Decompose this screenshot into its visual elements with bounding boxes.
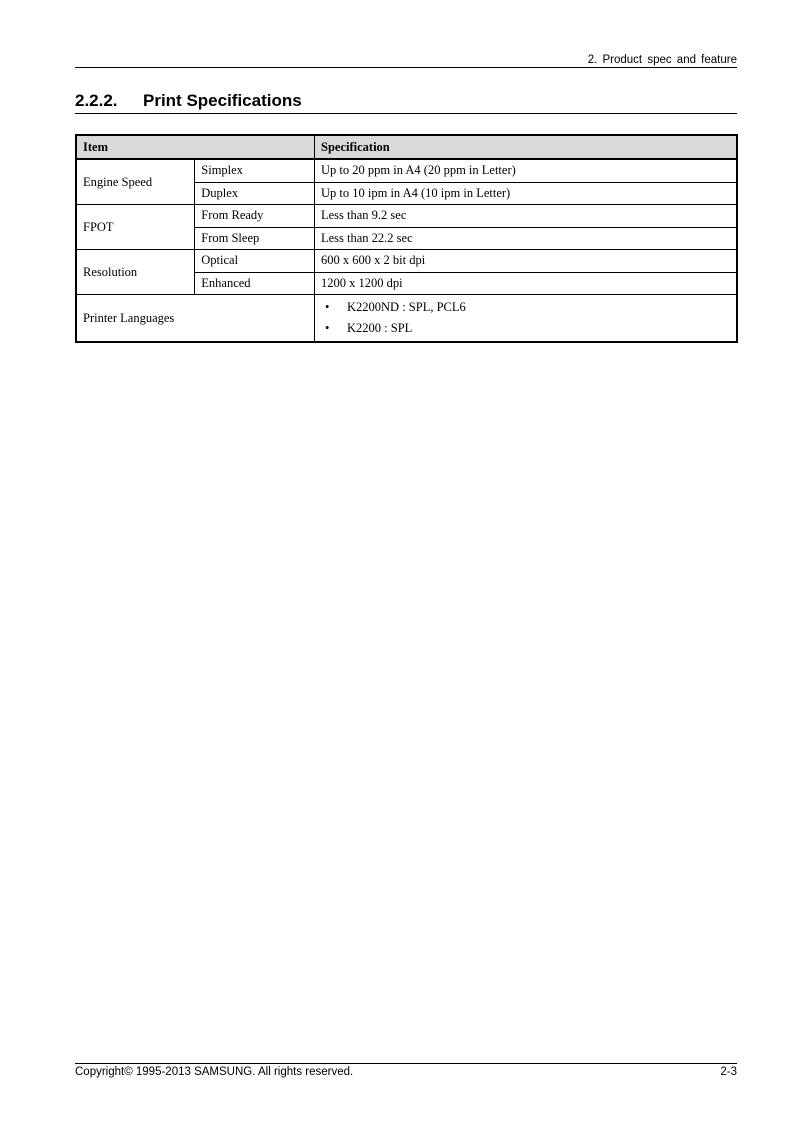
language-entry: K2200 : SPL xyxy=(347,321,413,335)
value-from-sleep: Less than 22.2 sec xyxy=(315,227,738,250)
bullet-icon: • xyxy=(325,300,330,314)
sub-from-ready: From Ready xyxy=(195,205,315,228)
row-printer-languages: Printer Languages xyxy=(76,295,315,343)
section-title: Print Specifications xyxy=(143,91,302,110)
page-number: 2-3 xyxy=(720,1066,737,1078)
bullet-icon: • xyxy=(325,321,330,335)
table-row xyxy=(76,295,737,343)
sub-enhanced: Enhanced xyxy=(195,272,315,295)
row-engine-speed: Engine Speed xyxy=(76,159,195,205)
sub-optical: Optical xyxy=(195,250,315,273)
sub-from-sleep: From Sleep xyxy=(195,227,315,250)
value-duplex: Up to 10 ipm in A4 (10 ipm in Letter) xyxy=(315,182,738,205)
section-number: 2.2.2. xyxy=(75,91,118,110)
list-item xyxy=(321,318,730,339)
value-simplex: Up to 20 ppm in A4 (20 ppm in Letter) xyxy=(315,159,738,182)
language-entry: K2200ND : SPL, PCL6 xyxy=(347,300,466,314)
table-row xyxy=(76,250,737,273)
table-header-row xyxy=(76,135,737,159)
row-fpot: FPOT xyxy=(76,205,195,250)
section-divider xyxy=(75,113,737,114)
value-enhanced: 1200 x 1200 dpi xyxy=(315,272,738,295)
header-divider xyxy=(75,67,737,68)
table-row xyxy=(76,205,737,228)
sub-simplex: Simplex xyxy=(195,159,315,182)
print-spec-table xyxy=(75,134,738,343)
footer-copyright: Copyright© 1995-2013 SAMSUNG. All rights reserved. xyxy=(75,1066,354,1078)
value-from-ready: Less than 9.2 sec xyxy=(315,205,738,228)
header-specification: Specification xyxy=(315,135,738,159)
running-header: 2. Product spec and feature xyxy=(587,54,737,66)
header-item: Item xyxy=(76,135,315,159)
section-heading xyxy=(75,91,302,111)
footer-divider xyxy=(75,1063,737,1064)
sub-duplex: Duplex xyxy=(195,182,315,205)
value-optical: 600 x 600 x 2 bit dpi xyxy=(315,250,738,273)
row-resolution: Resolution xyxy=(76,250,195,295)
table-row xyxy=(76,159,737,182)
list-item xyxy=(321,297,730,318)
value-printer-languages xyxy=(315,295,738,343)
language-list xyxy=(321,295,730,341)
